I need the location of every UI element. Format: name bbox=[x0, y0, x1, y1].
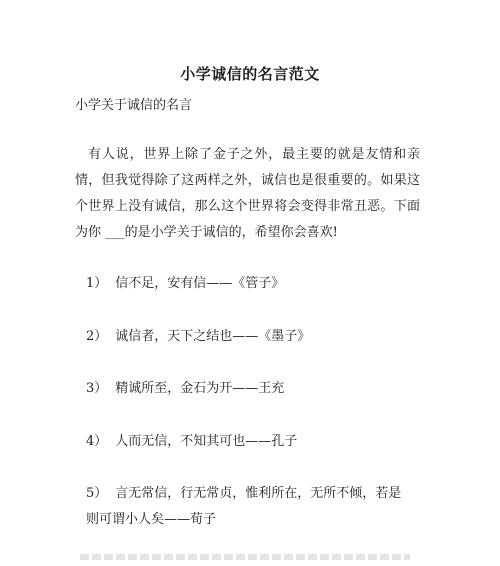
quote-item bbox=[86, 481, 406, 533]
faded-text-line bbox=[80, 554, 410, 560]
quote-number: 5） bbox=[86, 486, 108, 501]
quote-text: 言无常信，行无常贞，惟利所在，无所不倾，若是则可谓小人矣——荀子 bbox=[86, 486, 402, 527]
quote-number: 4） bbox=[86, 434, 108, 449]
quote-number: 1） bbox=[86, 276, 108, 291]
quote-text: 诚信者，天下之结也——《墨子》 bbox=[115, 329, 311, 344]
quote-item bbox=[86, 376, 406, 402]
quote-number: 3） bbox=[86, 381, 108, 396]
quote-text: 信不足，安有信——《管子》 bbox=[115, 276, 285, 291]
quote-item bbox=[86, 429, 406, 455]
intro-paragraph: 有人说，世界上除了金子之外，最主要的就是友情和亲情，但我觉得除了这两样之外，诚信也是很重要的。如果这个世界上没有诚信，那么这个世界将会变得非常丑恶。下面为你 ___的是小学关于诚信的，希望你会喜欢! bbox=[75, 147, 420, 240]
document-subtitle: 小学关于诚信的名言 bbox=[75, 98, 193, 113]
quote-number: 2） bbox=[86, 329, 108, 344]
quote-item bbox=[86, 324, 406, 350]
document-title: 小学诚信的名言范文 bbox=[180, 65, 320, 83]
quote-text: 人而无信，不知其可也——孔子 bbox=[115, 434, 298, 449]
quote-item bbox=[86, 271, 406, 297]
quote-text: 精诚所至，金石为开——王充 bbox=[115, 381, 285, 396]
